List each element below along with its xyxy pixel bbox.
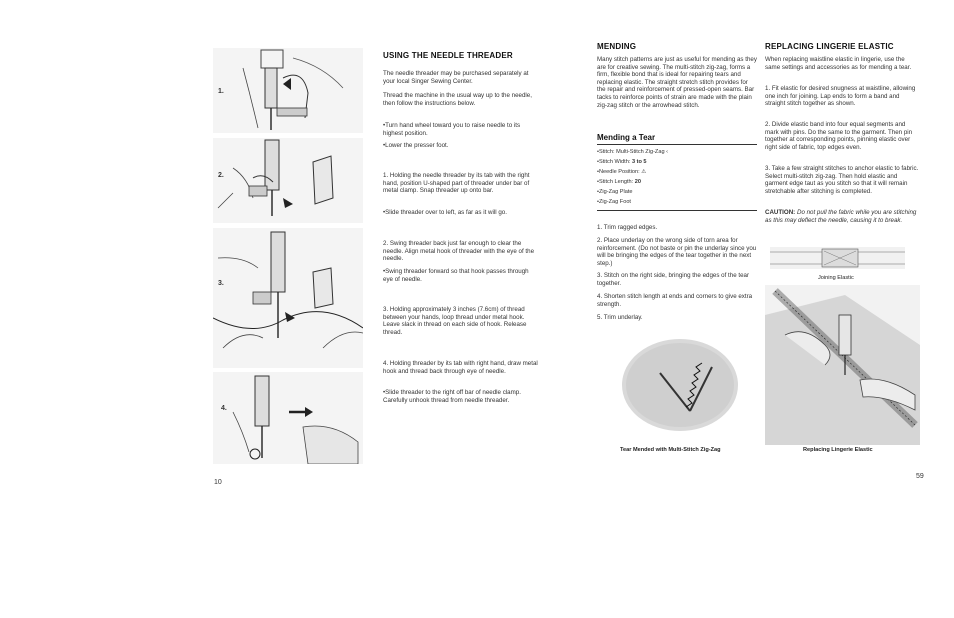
- section-rule: [597, 144, 757, 145]
- instruction-bullet: • Swing threader forward so that hook passes through eye of needle.: [383, 268, 538, 283]
- spec-label: Needle Position:: [598, 169, 640, 175]
- figure-3-label: 3.: [218, 280, 224, 287]
- instruction-step-2: 2. Swing threader back just far enough to clear the needle. Align metal hook of threader with the eye of the needle.: [383, 240, 535, 263]
- right-page: [560, 0, 954, 618]
- spec-stitch: [597, 148, 757, 156]
- spec-label: Stitch Width:: [598, 159, 631, 165]
- needle-position-icon: ⚠: [641, 169, 647, 175]
- instruction-step-4: 4. Holding threader by its tab with right hand, draw metal hook and thread back through eye of needle.: [383, 360, 538, 375]
- spec-plate: [597, 188, 757, 196]
- spec-stitch-length: [597, 178, 757, 186]
- tear-step-2: 2. Place underlay on the wrong side of torn area for reinforcement. (Do not baste or pin the underlay since you will be bringing the edges of the tear together in the next step.): [597, 237, 757, 267]
- page-number-left: 10: [214, 479, 222, 486]
- zigzag-icon: ‹: [666, 149, 669, 155]
- tear-step-4: 4. Shorten stitch length at ends and corners to give extra strength.: [597, 293, 753, 308]
- intro-paragraph-1: The needle threader may be purchased separately at your local Singer Sewing Center.: [383, 70, 529, 85]
- spec-needle-position: [597, 168, 757, 176]
- instruction-bullet: • Slide threader over to left, as far as it will go.: [383, 209, 538, 217]
- spec-label: Stitch:: [598, 149, 615, 155]
- spec-value: 3 to 5: [631, 159, 647, 165]
- section-rule: [597, 210, 757, 211]
- elastic-step-2: 2. Divide elastic band into four equal segments and mark with pins. Do the same to the garment. Then pin together at corresponding points, pinning elastic over right side of fabric, top edges even.: [765, 121, 913, 151]
- caution-note: [765, 209, 920, 224]
- replacing-caption: Replacing Lingerie Elastic: [803, 447, 873, 453]
- elastic-step-3: 3. Take a few straight stitches to anchor elastic to fabric. Select multi-stitch zig-zag. Then hold elastic and garment edge taut as you stitch so that it will remain stretchable after stitching is completed.: [765, 165, 919, 195]
- spec-value: Multi-Stitch Zig-Zag: [616, 149, 665, 155]
- elastic-intro: When replacing waistline elastic in lingerie, use the same settings and accessories as for mending a tear.: [765, 56, 912, 71]
- mending-paragraph: Many stitch patterns are just as useful for mending as they are for creative sewing. The multi-stitch zig-zag, forms a firm, flexible bond that is ideal for repairing tears and replacing elastic. The straight stretch stitch provides for the repair and reinforcement of pressed-open seams. Bar tacks to reinforce points of strain are made with the plain zig-zag stitch or the arrowhead stitch.: [597, 56, 757, 109]
- tear-step-3: 3. Stitch on the right side, bringing the edges of the tear together.: [597, 272, 750, 287]
- caution-text: Do not pull the fabric while you are stitching as this may deflect the needle, causing it to break.: [765, 209, 917, 224]
- page-title: USING THE NEEDLE THREADER: [383, 51, 513, 60]
- mending-tear-title: Mending a Tear: [597, 133, 656, 142]
- spec-label: Zig-Zag Plate: [598, 189, 633, 195]
- figure-1-label: 1.: [218, 88, 224, 95]
- elastic-step-1: 1. Fit elastic for desired snugness at waistline, allowing one inch for joining. Lap ends to form a band and straight stitch together as shown.: [765, 85, 916, 108]
- instruction-bullet: • Slide threader to the right off bar of needle clamp. Carefully unhook thread from needle threader.: [383, 389, 538, 404]
- spec-label: Zig-Zag Foot: [598, 199, 631, 205]
- spec-label: Stitch Length:: [598, 179, 634, 185]
- joining-elastic-caption: Joining Elastic: [818, 275, 854, 281]
- replacing-elastic-illustration: [765, 285, 920, 445]
- instruction-step-3: 3. Holding approximately 3 inches (7.6cm) of thread between your hands, loop thread under metal hook. Leave slack in thread on each side of hook. Release thread.: [383, 306, 527, 336]
- spec-foot: [597, 198, 757, 206]
- instruction-step-1: 1. Holding the needle threader by its tab with the right hand, position U-shaped part of threader under bar of metal clamp. Snap threader up onto bar.: [383, 172, 530, 195]
- page-number-right: 59: [916, 473, 924, 480]
- spec-stitch-width: [597, 158, 757, 166]
- tear-caption: Tear Mended with Multi-Stitch Zig-Zag: [620, 447, 721, 453]
- tear-step-1: 1. Trim ragged edges.: [597, 224, 658, 231]
- figure-3-illustration: [213, 228, 363, 368]
- spec-value: 20: [634, 179, 641, 185]
- tear-mended-illustration: [620, 333, 740, 433]
- figure-1-illustration: [213, 48, 363, 133]
- figure-2-label: 2.: [218, 172, 224, 179]
- mending-title: MENDING: [597, 42, 637, 51]
- instruction-bullet: • Lower the presser foot.: [383, 142, 538, 150]
- figure-4-illustration: [213, 372, 363, 464]
- figure-4-label: 4.: [221, 405, 227, 412]
- intro-paragraph-2: Thread the machine in the usual way up to the needle, then follow the instructions below.: [383, 92, 532, 107]
- figure-2-illustration: [213, 138, 363, 223]
- elastic-title: REPLACING LINGERIE ELASTIC: [765, 42, 894, 51]
- caution-label: CAUTION:: [765, 209, 796, 216]
- tear-step-5: 5. Trim underlay.: [597, 314, 643, 321]
- joining-elastic-illustration: [770, 243, 905, 273]
- instruction-bullet: • Turn hand wheel toward you to raise needle to its highest position.: [383, 122, 538, 137]
